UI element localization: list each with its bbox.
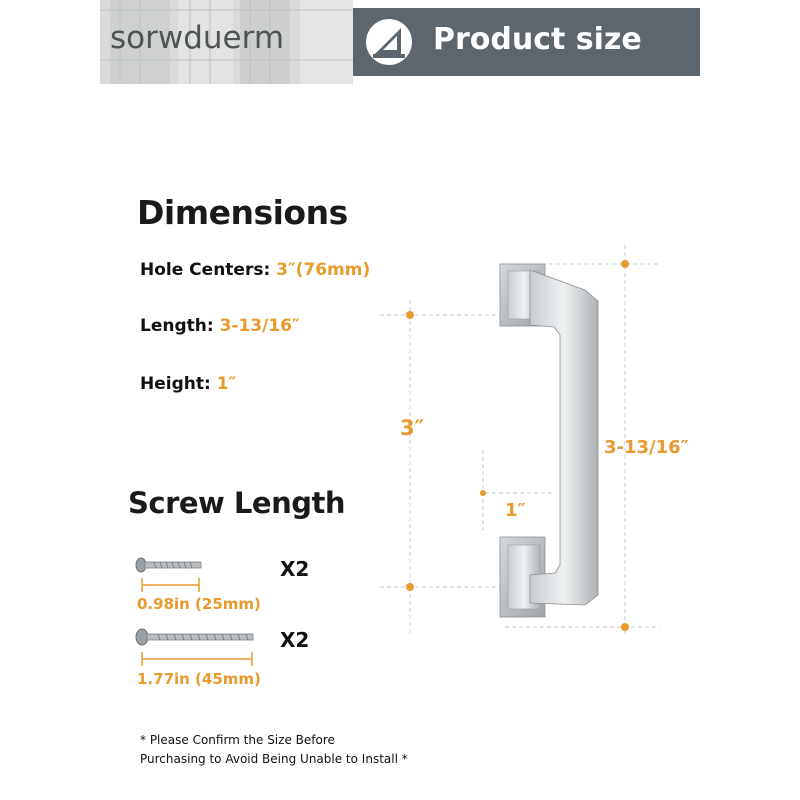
long-screw-qty: X2 xyxy=(280,628,310,652)
spec-label: Length: xyxy=(140,316,214,336)
short-screw-icon xyxy=(134,555,204,575)
title-banner xyxy=(353,8,700,76)
spec-value: 3″(76mm) xyxy=(276,260,371,280)
hole-centers-drawing-label: 3″ xyxy=(400,416,424,440)
brand-name: sorwduerm xyxy=(110,20,285,56)
long-screw-icon xyxy=(134,627,256,647)
spec-label: Height: xyxy=(140,374,211,394)
note-line-2: Purchasing to Avoid Being Unable to Install * xyxy=(140,752,408,766)
short-screw-qty: X2 xyxy=(280,557,310,581)
page-title: Product size xyxy=(433,22,642,57)
long-screw-length: 1.77in (45mm) xyxy=(137,670,261,688)
screw-length-heading: Screw Length xyxy=(128,486,345,520)
spec-length xyxy=(140,316,300,336)
short-screw-length: 0.98in (25mm) xyxy=(137,595,261,613)
spec-value: 3-13/16″ xyxy=(219,316,300,336)
brand-logo-panel xyxy=(100,0,353,84)
long-screw-measure-line xyxy=(137,652,259,666)
spec-hole-centers xyxy=(140,260,370,280)
height-drawing-label: 1″ xyxy=(505,500,526,521)
length-drawing-label: 3-13/16″ xyxy=(604,437,689,458)
short-screw-measure-line xyxy=(137,578,207,592)
dimensions-heading: Dimensions xyxy=(137,193,348,232)
spec-value: 1″ xyxy=(216,374,237,394)
spec-height xyxy=(140,374,236,394)
spec-label: Hole Centers: xyxy=(140,260,271,280)
note-line-1: * Please Confirm the Size Before xyxy=(140,733,335,747)
ruler-triangle-icon xyxy=(365,18,413,66)
